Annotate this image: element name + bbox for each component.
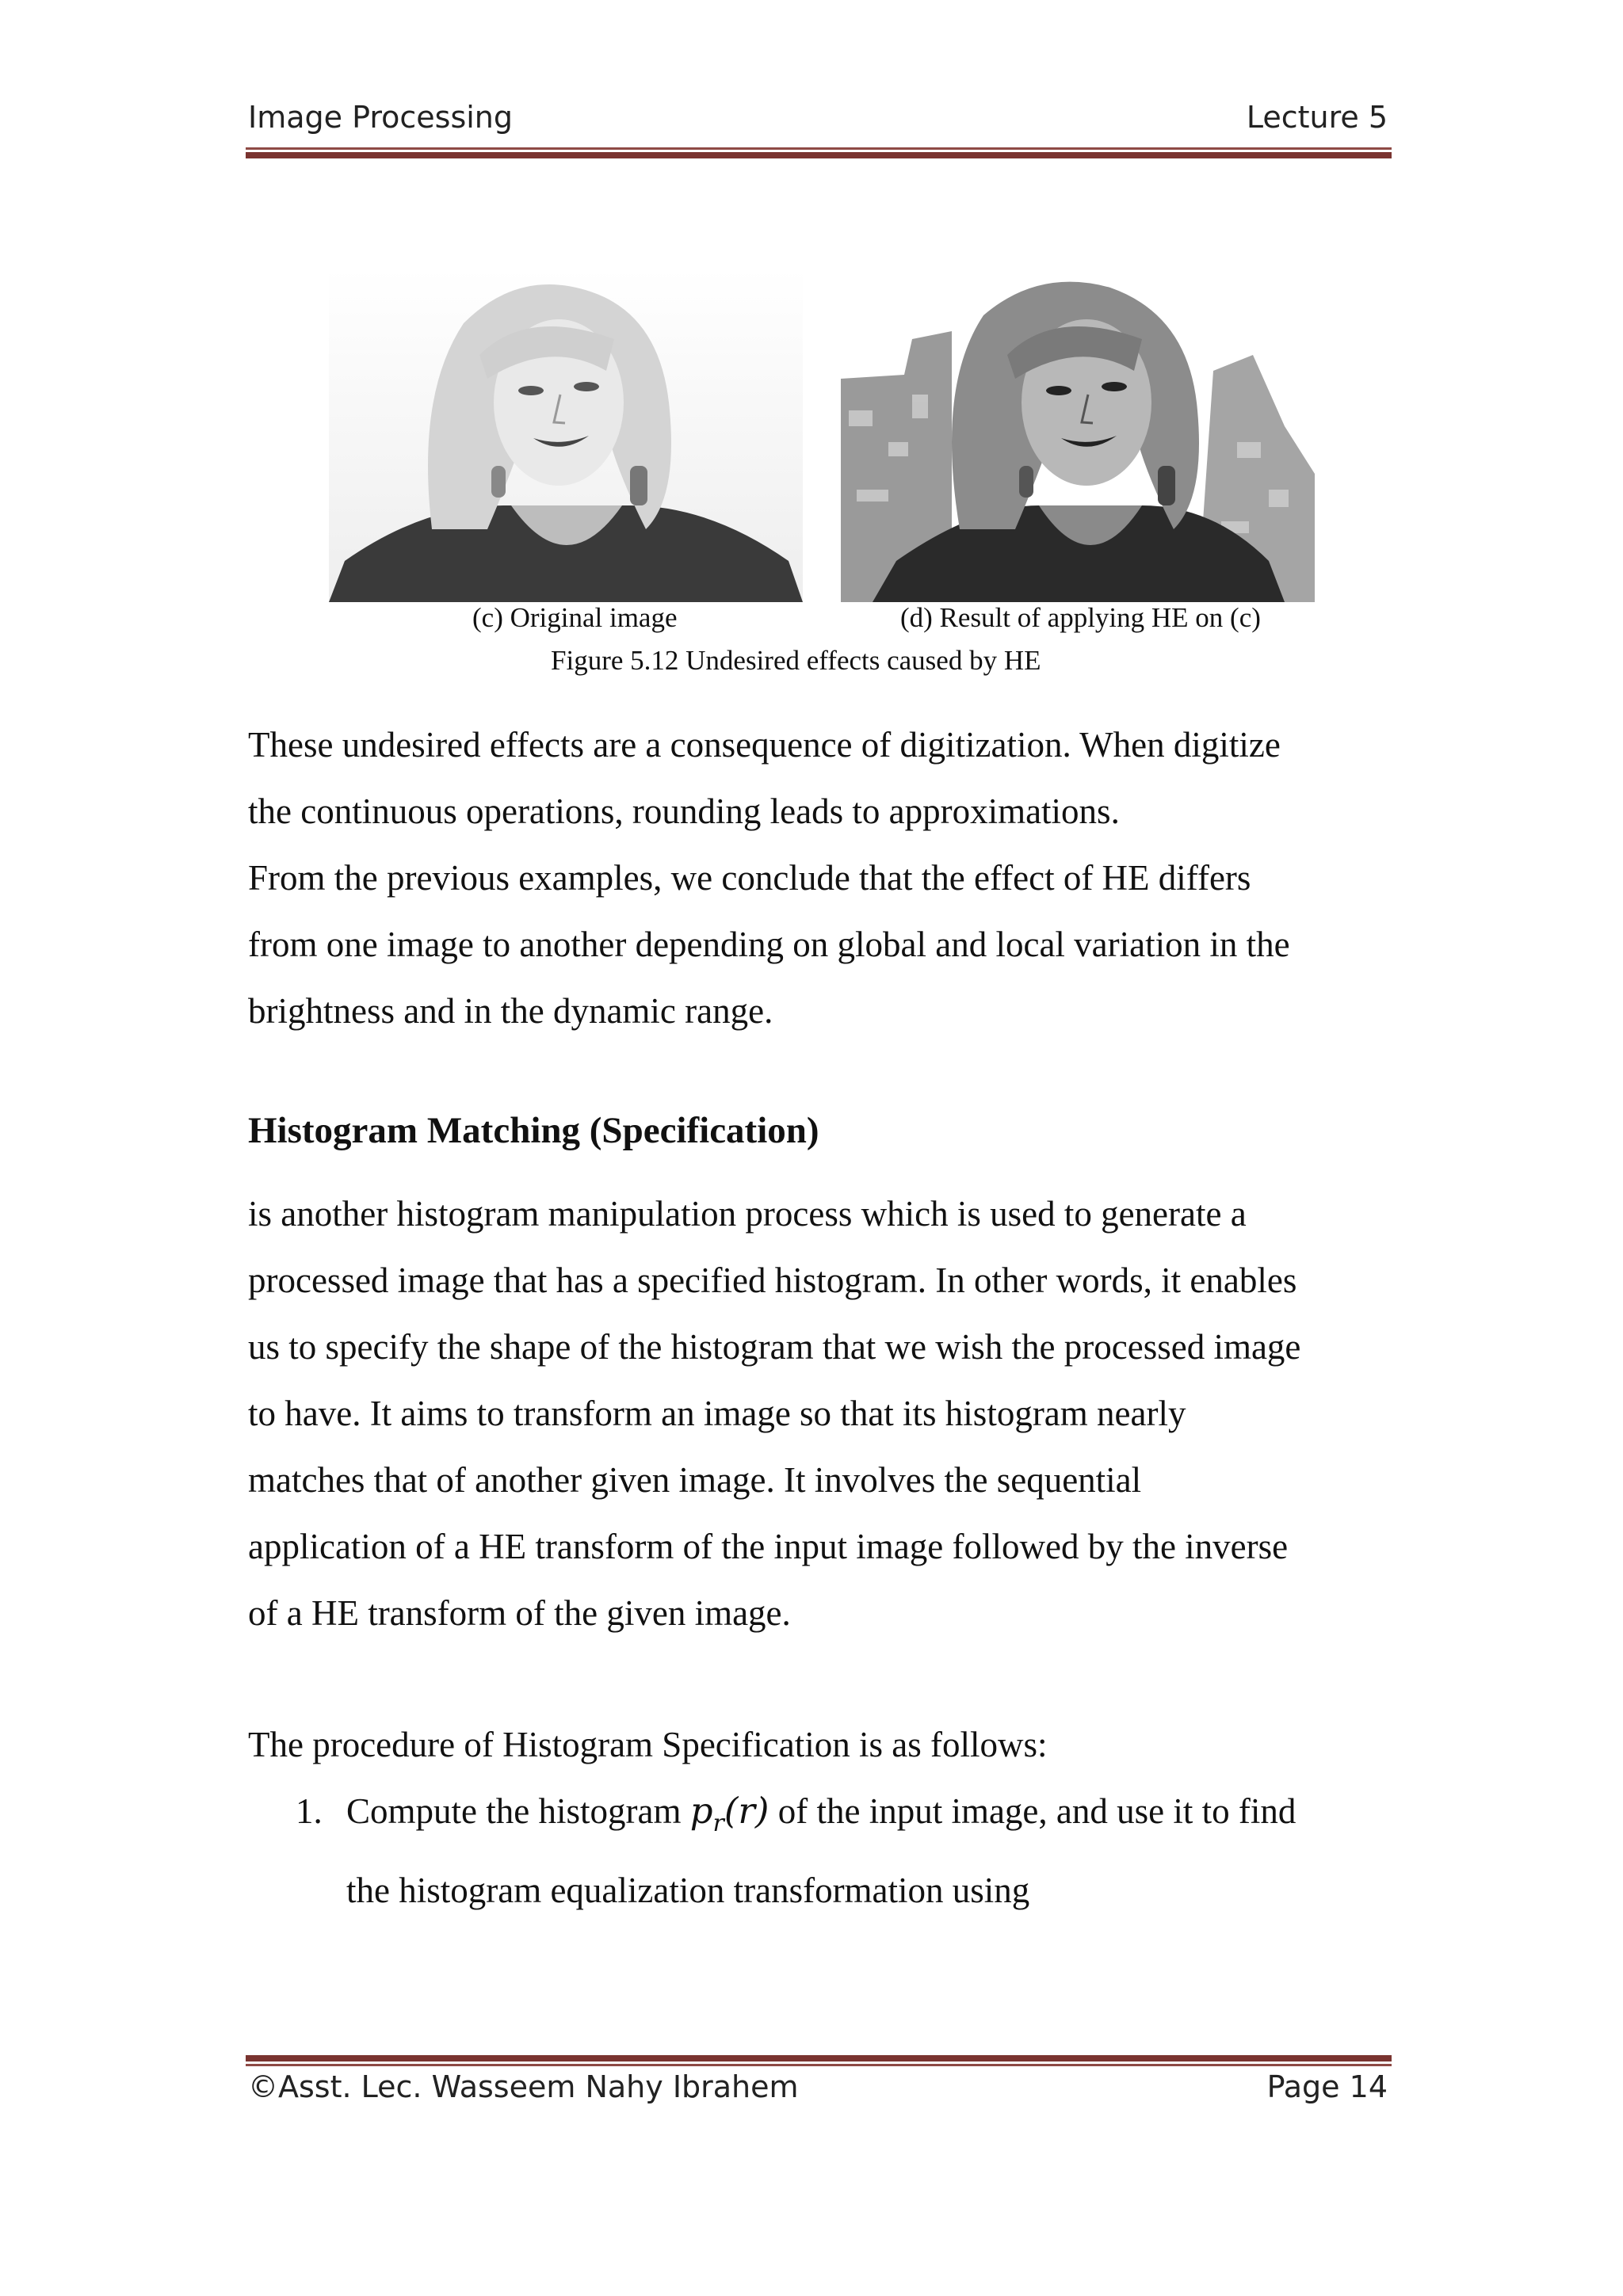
text-line: processed image that has a specified histogram. In other words, it enables <box>248 1261 1297 1300</box>
text-line: us to specify the shape of the histogram that we wish the processed image <box>248 1327 1301 1367</box>
header-lecture: Lecture 5 <box>1246 100 1388 135</box>
footer-rule <box>246 2055 1392 2066</box>
list-number: 1. <box>296 1791 323 1831</box>
footer-author: ©Asst. Lec. Wasseem Nahy Ibrahem <box>248 2069 799 2104</box>
text-line: matches that of another given image. It involves the sequential <box>248 1460 1142 1500</box>
figure-caption: Figure 5.12 Undesired effects caused by HE <box>551 645 1041 676</box>
text-line: From the previous examples, we conclude that the effect of HE differs <box>248 858 1251 898</box>
text-line: to have. It aims to transform an image so that its histogram nearly <box>248 1394 1186 1433</box>
text-line: of a HE transform of the given image. <box>248 1593 791 1633</box>
paragraph-histogram-matching <box>248 1180 1394 1646</box>
caption-he-result: (d) Result of applying HE on (c) <box>900 602 1261 633</box>
text-line: from one image to another depending on global and local variation in the <box>248 925 1290 964</box>
page-number: Page 14 <box>1266 2069 1388 2104</box>
text-line: the continuous operations, rounding leads to approximations. <box>248 791 1120 831</box>
text-line: application of a HE transform of the input image followed by the inverse <box>248 1527 1289 1566</box>
paragraph-procedure-intro <box>248 1711 1394 1778</box>
paragraph-digitization <box>248 711 1394 1044</box>
text-line: is another histogram manipulation process which is used to generate a <box>248 1194 1247 1234</box>
text-line: These undesired effects are a consequence of digitization. When digitize <box>248 725 1281 765</box>
text-line: brightness and in the dynamic range. <box>248 991 773 1031</box>
math-expression: $p_r(r)$ <box>689 1790 769 1837</box>
caption-original-image: (c) Original image <box>472 602 678 633</box>
he-result-image <box>841 268 1315 602</box>
list-item-text: Compute the histogram $p_r(r)$ of the input image, and use it to find the histogram equalization transformation using <box>346 1790 1296 1910</box>
section-heading: Histogram Matching (Specification) <box>248 1110 819 1151</box>
original-image <box>329 268 803 602</box>
text-line: The procedure of Histogram Specification is as follows: <box>248 1725 1048 1764</box>
header-title: Image Processing <box>248 100 514 135</box>
header-rule <box>246 147 1392 158</box>
